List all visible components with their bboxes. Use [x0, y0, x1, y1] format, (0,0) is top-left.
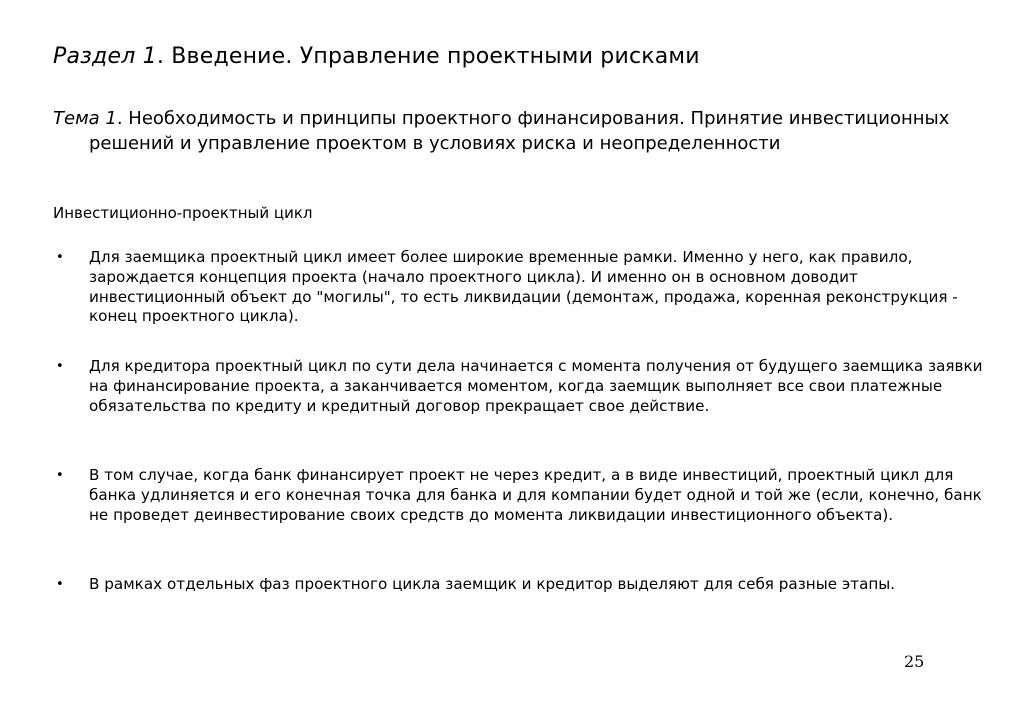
- section-title-text: . Введение. Управление проектными рисками: [156, 44, 700, 69]
- topic-heading: [53, 106, 989, 156]
- bullet-text: В том случае, когда банк финансирует проект не через кредит, а в виде инвестиций, проектный цикл для банка удлиняется и его конечная точка для банка и для компании будет одной и той же (если, конечно, банк не проведет деинвестирование своих средств до момента ликвидации инвестиционного объекта).: [89, 466, 982, 524]
- bullet-marker: •: [56, 359, 64, 374]
- page-number: 25: [904, 652, 925, 671]
- list-item: [53, 575, 895, 595]
- topic-label: Тема 1: [53, 108, 117, 129]
- bullet-marker: •: [56, 468, 64, 483]
- bullet-text: Для кредитора проектный цикл по сути дела начинается с момента получения от будущего заемщика заявки на финансирование проекта, а заканчивается моментом, когда заемщик выполняет все свои платежные обязательства по кредиту и кредитный договор прекращает свое действие.: [89, 357, 983, 415]
- section-label: Раздел 1: [53, 44, 157, 69]
- bullet-text: Для заемщика проектный цикл имеет более широкие временные рамки. Именно у него, как правило, зарождается концепция проекта (начало проектного цикла). И именно он в основном доводит инвестиционный объект до "могилы", то есть ликвидации (демонтаж, продажа, коренная реконструкция - конец проектного цикла).: [89, 248, 958, 326]
- bullet-text: В рамках отдельных фаз проектного цикла заемщик и кредитор выделяют для себя разные этапы.: [89, 575, 896, 593]
- list-item: [53, 248, 983, 327]
- topic-title-text: . Необходимость и принципы проектного финансирования. Принятие инвестиционных решений и управление проектом в условиях риска и неопределенности: [89, 108, 950, 154]
- subtitle: Инвестиционно-проектный цикл: [53, 204, 313, 222]
- section-title: [53, 44, 700, 69]
- bullet-marker: •: [56, 250, 64, 265]
- list-item: [53, 357, 983, 416]
- bullet-marker: •: [56, 577, 64, 592]
- list-item: [53, 466, 983, 525]
